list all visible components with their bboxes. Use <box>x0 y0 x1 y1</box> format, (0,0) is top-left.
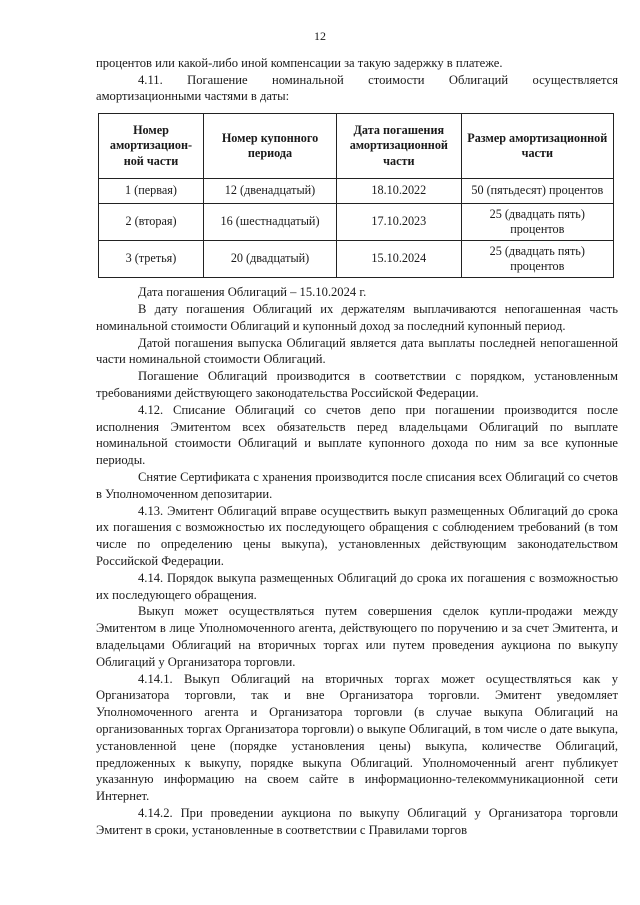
paragraph-4-12: 4.12. Списание Облигаций со счетов депо при погашении производится после исполнения Эмитентом всех обязательств перед владельцами Облигаций по выплате номинальной стоимости Облигаций и выплате купонного дохода по ним за все купонные периоды. <box>96 402 618 468</box>
table-cell: 50 (пятьдесят) процентов <box>461 179 613 204</box>
paragraph-4-11: 4.11. Погашение номинальной стоимости Облигаций осуществляется амортизационными частями в даты: <box>96 72 618 104</box>
table-cell: 1 (первая) <box>99 179 204 204</box>
paragraph: Дата погашения Облигаций – 15.10.2024 г. <box>138 285 367 300</box>
table-cell: 12 (двенадцатый) <box>203 179 336 204</box>
table-cell: 16 (шестнадцатый) <box>203 204 336 241</box>
paragraph: Снятие Сертификата с хранения производится после списания всех Облигаций со счетов в Уполномоченном депозитарии. <box>96 469 618 501</box>
table-header-cell: Дата погашения амортизационной части <box>337 114 461 179</box>
table-cell: 15.10.2024 <box>337 241 461 278</box>
table-cell: 18.10.2022 <box>337 179 461 204</box>
table-cell: 25 (двадцать пять) процентов <box>461 204 613 241</box>
paragraph: Выкуп может осуществляться путем совершения сделок купли-продажи между Эмитентом в лице Уполномоченного агента, действующего по поручению и за счет Эмитента, и владельцами Облигаций на вторичных торгах или путем проведения аукциона по выкупу Облигаций у Организатора торговли. <box>96 604 618 669</box>
paragraph-4-14-1: 4.14.1. Выкуп Облигаций на вторичных торгах может осуществляться как у Организатора торговли, так и вне Организатора торговли. Эмитент уведомляет Уполномоченного агента и Организатора торговли (в случае выкупа Облигаций на организованных торгах Организатора торговли) о выкупе Облигаций, в том числе о дате выкупа, установленной цене (порядке установления цены) выкупа, количестве Облигаций, предложенных к выкупу, порядке выкупа Облигаций. Уполномоченный агент публикует указанную информацию на своем сайте в информационно-телекоммуникационной сети Интернет. <box>96 671 618 804</box>
page-number: 12 <box>314 29 326 43</box>
paragraph: В дату погашения Облигаций их держателям выплачиваются непогашенная часть номинальной стоимости Облигаций и купонный доход за последний купонный период. <box>96 301 618 333</box>
amortization-table <box>98 113 614 278</box>
table-cell: 3 (третья) <box>99 241 204 278</box>
paragraph-continuation: процентов или какой-либо иной компенсации за такую задержку в платеже. <box>96 55 503 70</box>
paragraph: Датой погашения выпуска Облигаций является дата выплаты последней непогашенной части номинальной стоимости Облигаций. <box>96 335 618 367</box>
table-cell: 17.10.2023 <box>337 204 461 241</box>
paragraph-4-14: 4.14. Порядок выкупа размещенных Облигаций до срока их погашения с возможностью их последующего обращения. <box>96 570 618 602</box>
table-header-cell: Номер амортизацион-ной части <box>99 114 204 179</box>
table-cell: 2 (вторая) <box>99 204 204 241</box>
table-header-cell: Размер амортизационной части <box>461 114 613 179</box>
table-row <box>99 241 614 278</box>
table-row <box>99 204 614 241</box>
table-header-row <box>99 114 614 179</box>
table-cell: 25 (двадцать пять) процентов <box>461 241 613 278</box>
paragraph: Погашение Облигаций производится в соответствии с порядком, установленным требованиями действующего законодательства Российской Федерации. <box>96 369 618 400</box>
table-header-cell: Номер купонного периода <box>203 114 336 179</box>
table-row <box>99 179 614 204</box>
paragraph-4-13: 4.13. Эмитент Облигаций вправе осуществить выкуп размещенных Облигаций до срока их погашения с возможностью их последующего обращения с соблюдением требований (в том числе по определению цены выкупа), установленных действующим законодательством Российской Федерации. <box>96 503 618 568</box>
paragraph-4-14-2: 4.14.2. При проведении аукциона по выкупу Облигаций у Организатора торговли Эмитент в сроки, установленные в соответствии с Правилами торгов <box>96 805 618 837</box>
table-cell: 20 (двадцатый) <box>203 241 336 278</box>
